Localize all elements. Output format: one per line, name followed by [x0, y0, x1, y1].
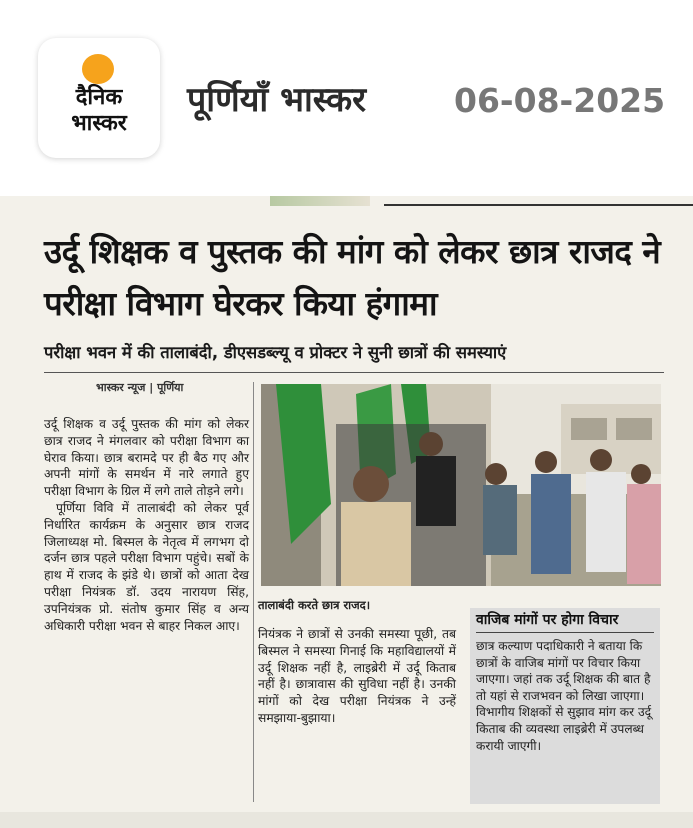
article-subheadline: परीक्षा भवन में की तालाबंदी, डीएसडब्ल्यू व प्रोक्टर ने सुनी छात्रों की समस्याएं: [44, 343, 507, 362]
app-header: [0, 0, 693, 200]
protest-photo-illustration: [261, 384, 661, 586]
dainik-bhaskar-logo[interactable]: [38, 38, 160, 158]
edition-title: पूर्णियाँ भास्कर: [187, 80, 367, 120]
top-rule: [384, 204, 693, 206]
newspaper-clipping: [0, 196, 693, 828]
article-column-1: [44, 416, 249, 634]
sidebar-box: [470, 608, 660, 804]
sidebar-divider: [476, 632, 654, 633]
article-column-2: [258, 626, 456, 727]
logo-text-line2: भास्कर: [71, 111, 127, 136]
edition-date: 06-08-2025: [454, 81, 666, 120]
article-byline: भास्कर न्यूज | पूर्णिया: [96, 381, 184, 394]
bottom-edge: [0, 812, 693, 828]
col1-paragraph-1: उर्दू शिक्षक व उर्दू पुस्तक की मांग को लेकर छात्र राजद ने मंगलवार को परीक्षा विभाग का घेराव किया। छात्र बरामदे पर ही बैठ गए और अपनी मांगों के समर्थन में नारे लगाते हुए परीक्षा विभाग के ग्रिल में लगे ताले तोड़ने लगे।: [44, 417, 249, 499]
logo-text-line1: दैनिक: [75, 85, 123, 110]
photo-caption: तालाबंदी करते छात्र राजद।: [258, 598, 371, 612]
column-divider: [253, 382, 254, 802]
col1-paragraph-2: पूर्णिया विवि में तालाबंदी को लेकर पूर्व निर्धारित कार्यक्रम के अनुसार छात्र राजद जिलाध्यक्ष मो. बिस्मल के नेतृत्व में लगभग दो दर्जन छात्र पहले परीक्षा विभाग पहुंचे। सबों के हाथ में राजद के झंडे थे। छात्रों को आता देख परीक्षा नियंत्रक डॉ. उदय नारायण सिंह, उपनियंत्रक प्रो. संतोष कुमार सिंह व अन्य अधिकारी परीक्षा भवन से बाहर निकल आए।: [44, 500, 249, 633]
previous-article-strip: [270, 196, 370, 206]
col2-paragraph-1: नियंत्रक ने छात्रों से उनकी समस्या पूछी, तब बिस्मल ने समस्या गिनाई कि महाविद्यालयों में उर्दू शिक्षक नहीं है, लाइब्रेरी में उर्दू किताब नहीं है। छात्रावास की सुविधा नहीं है। उनकी मांगों को देख परीक्षा नियंत्रक ने उन्हें समझाया-बुझाया।: [258, 627, 456, 725]
protest-photo: [261, 384, 661, 586]
sidebar-title: वाजिब मांगों पर होगा विचार: [476, 612, 619, 628]
sidebar-text: छात्र कल्याण पदाधिकारी ने बताया कि छात्रों के वाजिब मांगों पर विचार किया जाएगा। जहां तक उर्दू शिक्षक की बात है तो यहां से राजभवन को लिखा जाएगा। विभागीय शिक्षकों से सुझाव मांग कर उर्दू किताब की व्यवस्था लाइब्रेरी में उपलब्ध करायी जाएगी।: [476, 639, 652, 753]
subhead-divider: [44, 372, 664, 373]
sun-icon: [82, 54, 114, 84]
article-headline: उर्दू शिक्षक व पुस्तक की मांग को लेकर छात्र राजद ने परीक्षा विभाग घेरकर किया हंगामा: [44, 232, 661, 323]
